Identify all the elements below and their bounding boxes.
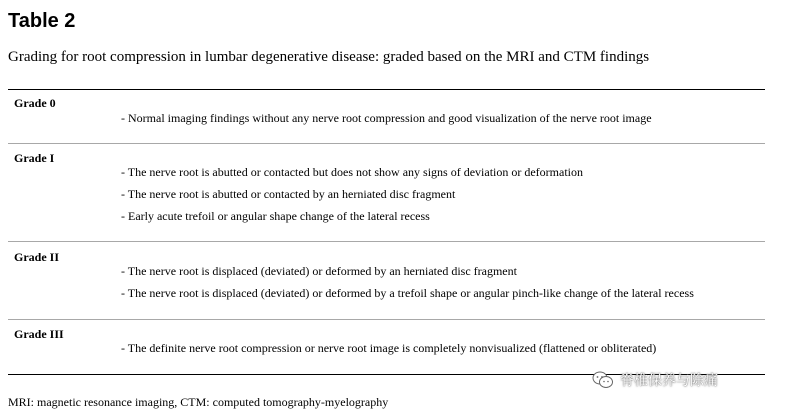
row-divider: [8, 319, 765, 320]
grade-label: Grade II: [14, 250, 59, 264]
watermark: [592, 370, 718, 390]
table-footnote: MRI: magnetic resonance imaging, CTM: computed tomography-myelography: [8, 395, 389, 409]
grade-label: Grade I: [14, 151, 55, 165]
table-caption: Grading for root compression in lumbar degenerative disease: graded based on the MRI and CTM findings: [8, 49, 650, 65]
grade-item: - The nerve root is displaced (deviated) or deformed by an herniated disc fragment: [121, 264, 517, 278]
grade-label: Grade 0: [14, 96, 56, 110]
grade-item: - The nerve root is displaced (deviated) or deformed by a trefoil shape or angular pinch-like change of the lateral recess: [121, 286, 694, 300]
grade-item: - The definite nerve root compression or nerve root image is completely nonvisualized (flattened or obliterated): [121, 341, 657, 355]
top-rule: [8, 89, 765, 90]
row-divider: [8, 143, 765, 144]
table-title: Table 2: [8, 10, 76, 32]
watermark-text: 脊椎保养与除痛: [620, 373, 718, 389]
grade-item: - The nerve root is abutted or contacted but does not show any signs of deviation or deformation: [121, 165, 583, 179]
row-divider: [8, 241, 765, 242]
grade-item: - Early acute trefoil or angular shape change of the lateral recess: [121, 209, 430, 223]
grade-item: - Normal imaging findings without any nerve root compression and good visualization of the nerve root image: [121, 111, 652, 125]
grade-item: - The nerve root is abutted or contacted by an herniated disc fragment: [121, 187, 456, 201]
wechat-icon: [592, 371, 614, 389]
grade-label: Grade III: [14, 327, 64, 341]
